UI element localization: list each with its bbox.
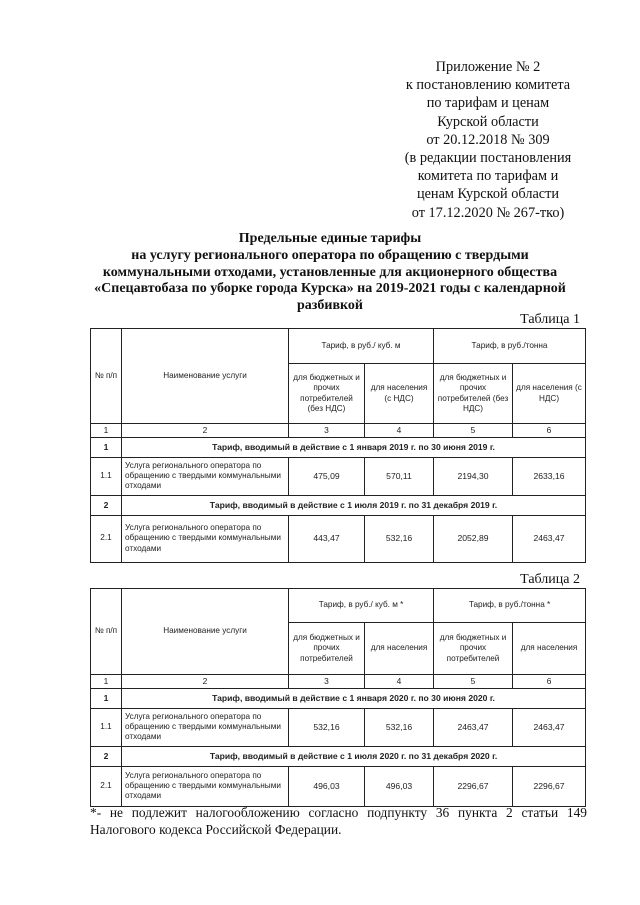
- value-cell: 532,16: [365, 515, 434, 562]
- col-tariff-m3-header: Тариф, в руб./ куб. м: [289, 329, 434, 364]
- value-cell: 2633,16: [513, 457, 586, 495]
- section-num: 1: [91, 688, 122, 708]
- footnote-word: подпункту: [367, 805, 428, 820]
- appendix-line: к постановлению комитета: [405, 77, 571, 94]
- col-num-header: № п/п: [91, 329, 122, 424]
- col-tariff-t-header: Тариф, в руб./тонна *: [434, 589, 586, 623]
- tariff-table-1: [90, 328, 586, 563]
- tariff-table-2: [90, 588, 586, 807]
- index-cell: 5: [434, 424, 513, 438]
- col-budget-m3-header: для бюджетных и прочих потребителей (без НДС): [289, 364, 365, 424]
- appendix-line: ценам Курской области: [416, 186, 560, 203]
- value-cell: 2463,47: [513, 515, 586, 562]
- section-title: Тариф, вводимый в действие с 1 июля 2019 г. по 31 декабря 2019 г.: [122, 495, 586, 515]
- value-cell: 570,11: [365, 457, 434, 495]
- table1-caption: Таблица 1: [520, 312, 580, 327]
- row-num: 1.1: [91, 457, 122, 495]
- index-cell: 5: [434, 675, 513, 689]
- col-pop-t-header: для населения (с НДС): [513, 364, 586, 424]
- footnote-word: налогообложению: [195, 805, 300, 820]
- section-title: Тариф, вводимый в действие с 1 января 2020 г. по 30 июня 2020 г.: [122, 688, 586, 708]
- value-cell: 532,16: [365, 708, 434, 746]
- value-cell: 475,09: [289, 457, 365, 495]
- footnote-word: не: [109, 805, 124, 820]
- col-pop-t-header: для населения: [513, 623, 586, 675]
- value-cell: 2296,67: [434, 766, 513, 806]
- index-cell: 2: [122, 675, 289, 689]
- footnote-word: согласно: [308, 805, 359, 820]
- index-cell: 1: [91, 675, 122, 689]
- footnote-word: 149: [566, 805, 587, 820]
- index-cell: 4: [365, 675, 434, 689]
- footnote-word: 2: [506, 805, 513, 820]
- value-cell: 443,47: [289, 515, 365, 562]
- title-line: коммунальными отходами, установленные для акционерного общества: [102, 264, 558, 280]
- appendix-line: комитета по тарифам и: [417, 168, 559, 185]
- document-title: [80, 231, 580, 315]
- appendix-line: Приложение № 2: [435, 59, 541, 75]
- footnote-word: пункта: [457, 805, 498, 820]
- col-budget-t-header: для бюджетных и прочих потребителей: [434, 623, 513, 675]
- col-num-header: № п/п: [91, 589, 122, 675]
- section-title: Тариф, вводимый в действие с 1 января 2019 г. по 30 июня 2019 г.: [122, 437, 586, 457]
- col-pop-m3-header: для населения (с НДС): [365, 364, 434, 424]
- row-num: 2.1: [91, 515, 122, 562]
- section-num: 1: [91, 437, 122, 457]
- footnote-word: статьи: [521, 805, 559, 820]
- footnote-word: подлежит: [131, 805, 187, 820]
- title-line: «Спецавтобаза по уборке города Курска» на 2019-2021 годы с календарной: [94, 281, 566, 297]
- appendix-line: от 20.12.2018 № 309: [426, 131, 550, 148]
- footnote-word: *-: [90, 805, 102, 820]
- value-cell: 2296,67: [513, 766, 586, 806]
- row-num: 2.1: [91, 766, 122, 806]
- appendix-line: Курской области: [437, 113, 539, 130]
- col-budget-m3-header: для бюджетных и прочих потребителей: [289, 623, 365, 675]
- col-tariff-t-header: Тариф, в руб./тонна: [434, 329, 586, 364]
- section-num: 2: [91, 746, 122, 766]
- value-cell: 2463,47: [434, 708, 513, 746]
- index-cell: 3: [289, 675, 365, 689]
- row-num: 1.1: [91, 708, 122, 746]
- section-title: Тариф, вводимый в действие с 1 июля 2020 г. по 31 декабря 2020 г.: [122, 746, 586, 766]
- table2-caption: Таблица 2: [520, 572, 580, 587]
- col-budget-t-header: для бюджетных и прочих потребителей (без НДС): [434, 364, 513, 424]
- value-cell: 496,03: [289, 766, 365, 806]
- appendix-line: от 17.12.2020 № 267-тко): [411, 204, 565, 221]
- title-line: на услугу регионального оператора по обращению с твердыми: [131, 247, 529, 263]
- service-name: Услуга регионального оператора по обращению с твердыми коммунальными отходами: [122, 766, 289, 806]
- index-cell: 4: [365, 424, 434, 438]
- service-name: Услуга регионального оператора по обращению с твердыми коммунальными отходами: [122, 515, 289, 562]
- index-cell: 6: [513, 675, 586, 689]
- col-name-header: Наименование услуги: [122, 589, 289, 675]
- appendix-header: [388, 58, 588, 222]
- title-line: разбивкой: [297, 298, 363, 314]
- col-name-header: Наименование услуги: [122, 329, 289, 424]
- service-name: Услуга регионального оператора по обращению с твердыми коммунальными отходами: [122, 708, 289, 746]
- service-name: Услуга регионального оператора по обращению с твердыми коммунальными отходами: [122, 457, 289, 495]
- value-cell: 2052,89: [434, 515, 513, 562]
- appendix-line: (в редакции постановления: [404, 150, 572, 167]
- footnote-word: 36: [435, 805, 450, 820]
- index-cell: 2: [122, 424, 289, 438]
- section-num: 2: [91, 495, 122, 515]
- title-line: Предельные единые тарифы: [238, 231, 422, 246]
- index-cell: 1: [91, 424, 122, 438]
- value-cell: 496,03: [365, 766, 434, 806]
- value-cell: 2194,30: [434, 457, 513, 495]
- footnote-line-2: Налогового кодекса Российской Федерации.: [90, 821, 342, 837]
- footnote-line-1: [90, 805, 587, 822]
- index-cell: 6: [513, 424, 586, 438]
- index-cell: 3: [289, 424, 365, 438]
- value-cell: 2463,47: [513, 708, 586, 746]
- appendix-line: по тарифам и ценам: [426, 95, 550, 112]
- col-tariff-m3-header: Тариф, в руб./ куб. м *: [289, 589, 434, 623]
- footnote: [90, 805, 587, 838]
- col-pop-m3-header: для населения: [365, 623, 434, 675]
- value-cell: 532,16: [289, 708, 365, 746]
